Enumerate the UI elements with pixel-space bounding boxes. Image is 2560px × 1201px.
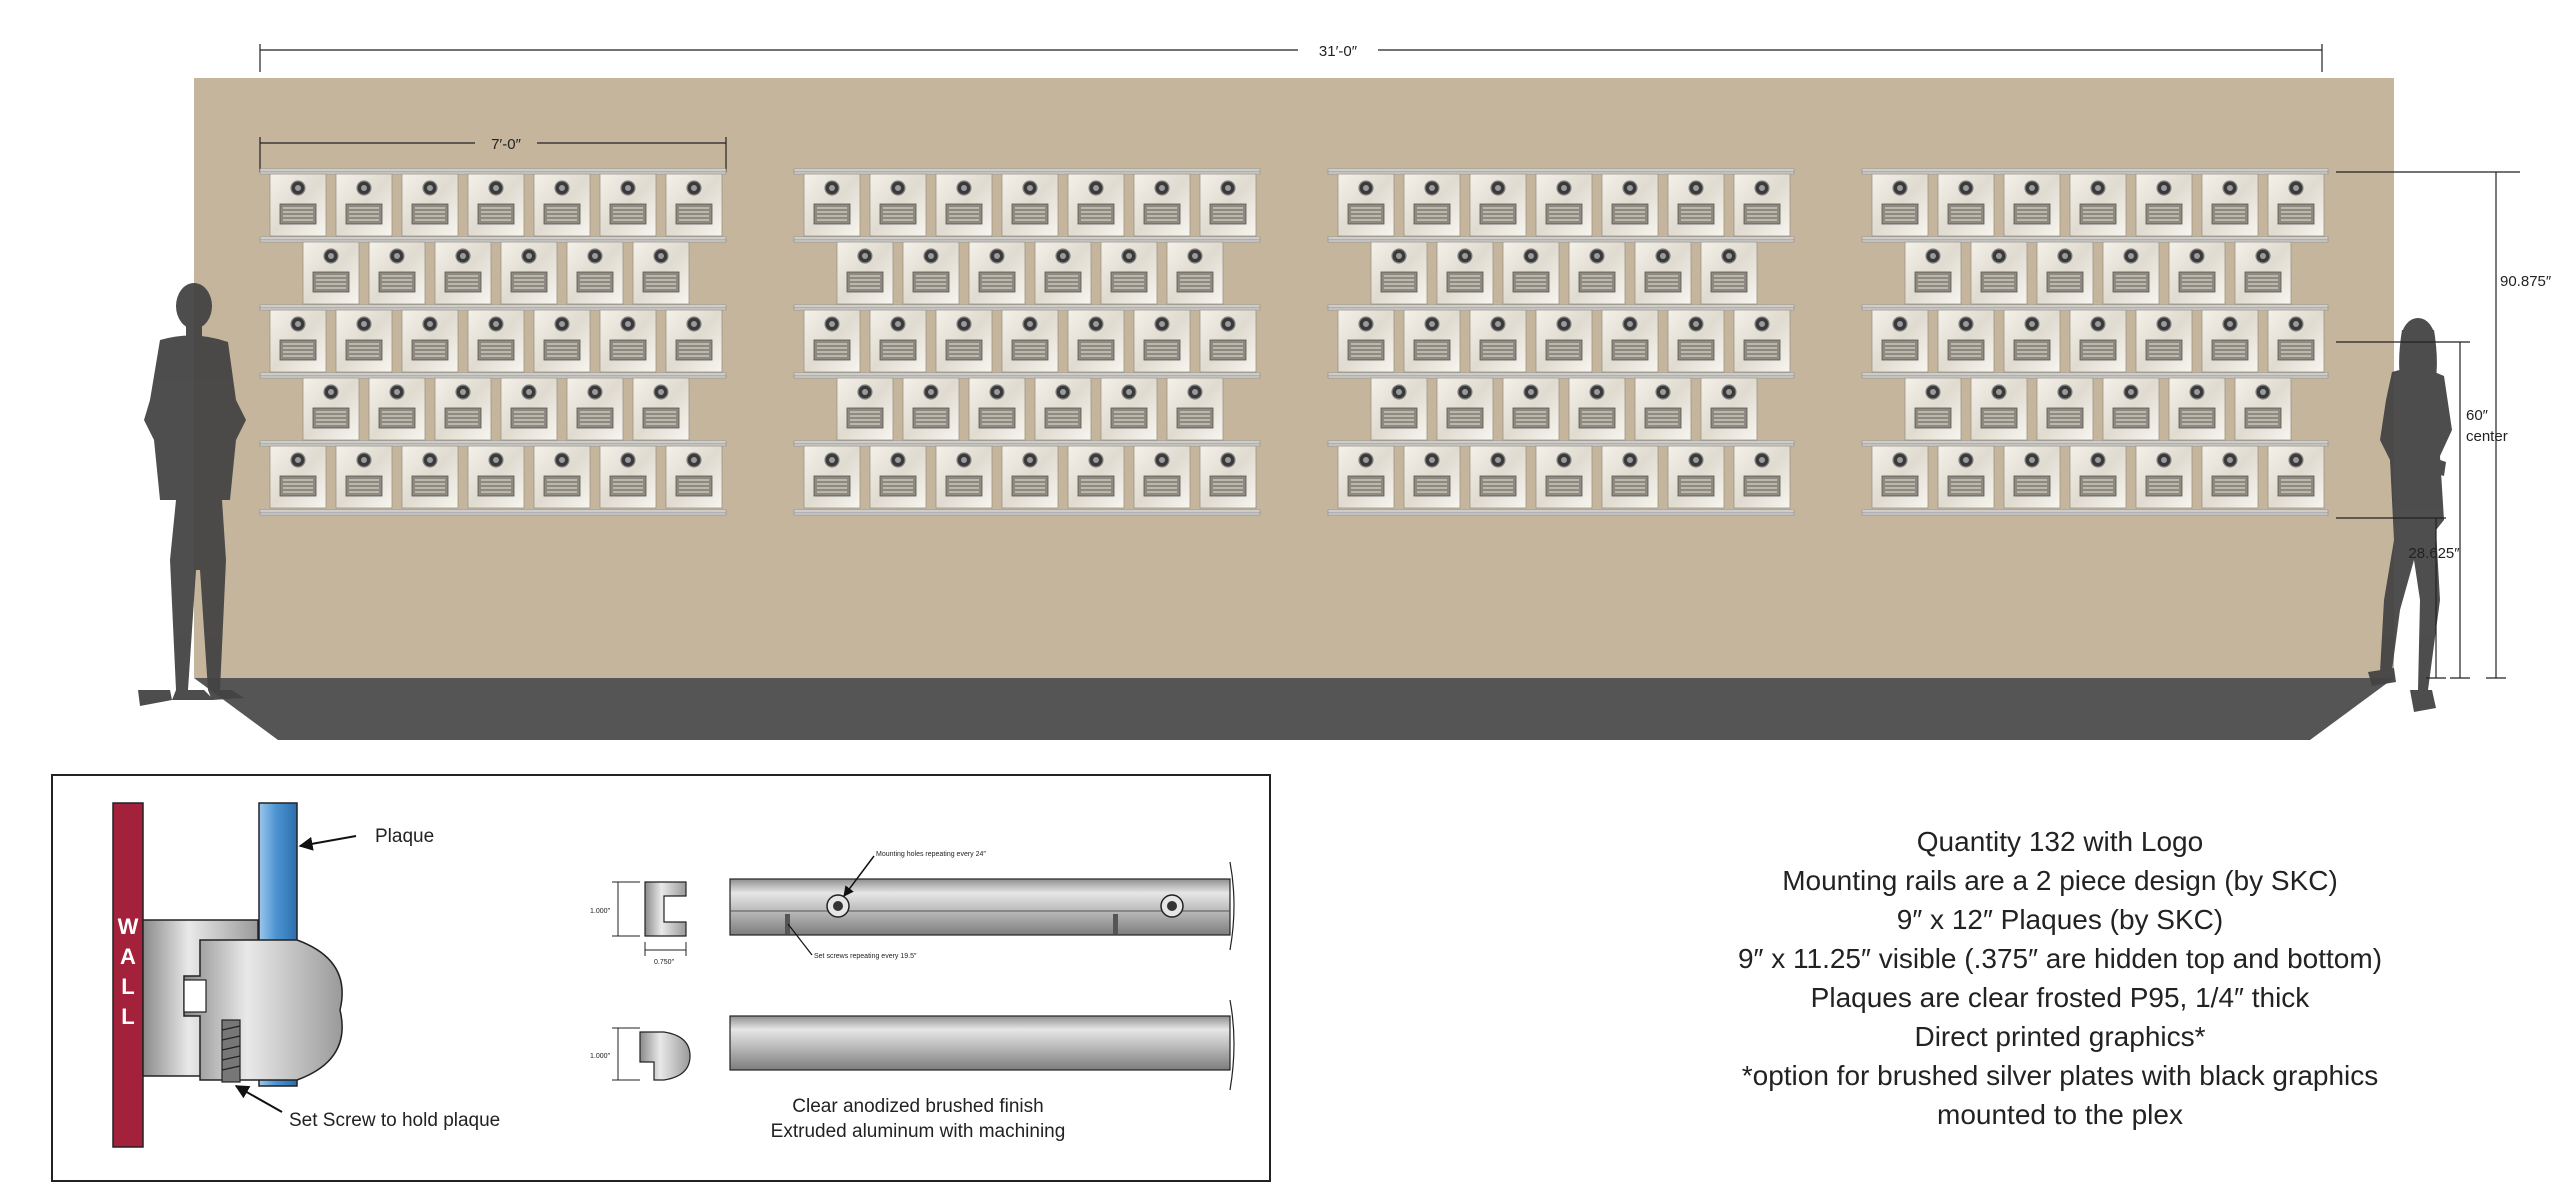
- plaque: [1536, 310, 1592, 372]
- plaque: [1404, 174, 1460, 236]
- plaque: [1668, 174, 1724, 236]
- plaque: [2169, 242, 2225, 304]
- plaque: [501, 242, 557, 304]
- plaque-label: Plaque: [375, 826, 435, 847]
- plaque: [804, 174, 860, 236]
- plaque: [270, 174, 326, 236]
- plaque: [435, 242, 491, 304]
- plaque: [1338, 446, 1394, 508]
- set-screw-label: Set Screw to hold plaque: [289, 1110, 501, 1131]
- mounting-rail: [260, 305, 726, 310]
- plaque: [1872, 174, 1928, 236]
- rail-section-drawing: [113, 803, 500, 1147]
- plaque: [1971, 378, 2027, 440]
- mounting-rail: [1862, 237, 2328, 242]
- plaque: [1602, 310, 1658, 372]
- plaque: [1905, 378, 1961, 440]
- plaque: [2037, 242, 2093, 304]
- mounting-rail: [794, 237, 1260, 242]
- plaque: [600, 174, 656, 236]
- plaque: [1371, 378, 1427, 440]
- plaque: [870, 310, 926, 372]
- plaque: [870, 174, 926, 236]
- center-label-line2: center: [2466, 428, 2508, 445]
- plaque: [1470, 310, 1526, 372]
- plaque: [2004, 446, 2060, 508]
- plaque: [600, 310, 656, 372]
- note-line: *option for brushed silver plates with black graphics: [1741, 1060, 2379, 1091]
- note-line: Mounting rails are a 2 piece design (by SKC): [1782, 865, 2338, 896]
- plaque: [1503, 378, 1559, 440]
- plaque: [1338, 174, 1394, 236]
- mounting-hole: [827, 895, 849, 917]
- plaque: [1971, 242, 2027, 304]
- plaque: [1068, 446, 1124, 508]
- plaque: [903, 378, 959, 440]
- rail-cap-section: [184, 940, 342, 1080]
- plaque: [336, 310, 392, 372]
- plaque: [1200, 446, 1256, 508]
- plaque: [936, 446, 992, 508]
- plaque: [2103, 378, 2159, 440]
- plaque: [804, 310, 860, 372]
- plaque: [1734, 310, 1790, 372]
- plaque: [2004, 310, 2060, 372]
- plaque: [2202, 446, 2258, 508]
- plaque: [1470, 446, 1526, 508]
- mounting-rail: [260, 441, 726, 446]
- plaque: [303, 242, 359, 304]
- plaque: [1938, 446, 1994, 508]
- plaque: [600, 446, 656, 508]
- plaque: [2004, 174, 2060, 236]
- note-line: 9″ x 11.25″ visible (.375″ are hidden top and bottom): [1737, 943, 2383, 974]
- mounting-rail: [1328, 237, 1794, 242]
- height-bottom-label: 28.625″: [2408, 545, 2460, 562]
- plaque: [2268, 174, 2324, 236]
- plaque: [2070, 310, 2126, 372]
- plaque: [1338, 310, 1394, 372]
- plaque: [903, 242, 959, 304]
- plaque: [1668, 310, 1724, 372]
- rail-depth-dim: 0.750″: [654, 959, 674, 966]
- mounting-rail: [260, 169, 726, 174]
- plaque: [804, 446, 860, 508]
- plaque: [1002, 174, 1058, 236]
- mounting-rail: [1862, 373, 2328, 378]
- plaque: [2202, 310, 2258, 372]
- note-line: mounted to the plex: [1937, 1099, 2183, 1130]
- wall-letter-a: A: [120, 944, 136, 969]
- plaque: [1101, 378, 1157, 440]
- plaque: [2235, 378, 2291, 440]
- mounting-rail: [794, 441, 1260, 446]
- rail-cap-profile: [640, 1032, 690, 1080]
- cap-height-dim: 1.000″: [590, 1053, 610, 1060]
- mounting-rail: [1862, 510, 2328, 515]
- plaque: [837, 242, 893, 304]
- note-line: Direct printed graphics*: [1914, 1021, 2206, 1052]
- plaque: [1503, 242, 1559, 304]
- mounting-rail: [260, 373, 726, 378]
- plaque: [468, 174, 524, 236]
- plaque: [270, 446, 326, 508]
- finish-line-2: Extruded aluminum with machining: [770, 1121, 1066, 1142]
- overall-width-dimension: [260, 44, 2322, 72]
- plaque: [1437, 378, 1493, 440]
- note-line: Plaques are clear frosted P95, 1/4″ thick: [1810, 982, 2310, 1013]
- plaque: [1101, 242, 1157, 304]
- mounting-rail: [260, 510, 726, 515]
- plaque: [1905, 242, 1961, 304]
- plaque: [1404, 310, 1460, 372]
- plaque: [1371, 242, 1427, 304]
- plaque: [936, 174, 992, 236]
- plaque: [402, 446, 458, 508]
- mounting-rail: [794, 169, 1260, 174]
- plaque: [534, 446, 590, 508]
- rail-cap-elevation: [730, 1016, 1230, 1070]
- plaque: [936, 310, 992, 372]
- plaque: [1035, 242, 1091, 304]
- note-line: Quantity 132 with Logo: [1916, 826, 2204, 857]
- floor: [194, 678, 2394, 740]
- plaque: [1569, 378, 1625, 440]
- plaque-arrow: [300, 836, 356, 846]
- plaque: [1437, 242, 1493, 304]
- mounting-holes-note: Mounting holes repeating every 24″: [876, 851, 986, 858]
- rail-base-elevation: [730, 879, 1230, 935]
- finish-line-1: Clear anodized brushed finish: [792, 1096, 1044, 1117]
- plaque: [666, 174, 722, 236]
- mounting-rail: [260, 237, 726, 242]
- plaque: [567, 242, 623, 304]
- plaque: [666, 446, 722, 508]
- overall-width-label: 31′-0″: [1318, 43, 1358, 60]
- plaque: [1938, 174, 1994, 236]
- plaque: [1167, 378, 1223, 440]
- plaque: [1470, 174, 1526, 236]
- plaque: [1134, 446, 1190, 508]
- mounting-rail: [1328, 510, 1794, 515]
- mounting-rail: [1862, 169, 2328, 174]
- wall-letter-l2: L: [121, 1004, 135, 1029]
- group-width-label: 7′-0″: [491, 136, 521, 153]
- plaque: [1602, 446, 1658, 508]
- plaque: [534, 174, 590, 236]
- mounting-rail: [1328, 373, 1794, 378]
- set-screws-note: Set screws repeating every 19.5″: [814, 953, 917, 960]
- plaque: [1536, 174, 1592, 236]
- plaque: [633, 242, 689, 304]
- plaque: [1068, 310, 1124, 372]
- plaque: [666, 310, 722, 372]
- plaque: [468, 446, 524, 508]
- mounting-rail: [794, 373, 1260, 378]
- plaque: [501, 378, 557, 440]
- plaque: [1167, 242, 1223, 304]
- plaque: [1701, 242, 1757, 304]
- plaque: [1134, 174, 1190, 236]
- plaque: [969, 242, 1025, 304]
- mounting-rail: [1862, 441, 2328, 446]
- plaque: [567, 378, 623, 440]
- plaque: [1602, 174, 1658, 236]
- note-line: 9″ x 12″ Plaques (by SKC): [1896, 904, 2224, 935]
- plaque: [1035, 378, 1091, 440]
- plaque: [336, 446, 392, 508]
- plaque: [1002, 446, 1058, 508]
- plaque: [435, 378, 491, 440]
- height-top-label: 90.875″: [2500, 273, 2552, 290]
- plaque: [2103, 242, 2159, 304]
- set-screw-arrow: [236, 1086, 282, 1112]
- plaque: [1668, 446, 1724, 508]
- plaque: [1200, 174, 1256, 236]
- rail-base-profile: [645, 882, 686, 936]
- plaque: [336, 174, 392, 236]
- plaque: [969, 378, 1025, 440]
- plaque: [2070, 174, 2126, 236]
- plaque: [1536, 446, 1592, 508]
- plaque: [633, 378, 689, 440]
- plaque: [270, 310, 326, 372]
- rail-height-dim: 1.000″: [590, 908, 610, 915]
- plaque: [534, 310, 590, 372]
- plaque: [1200, 310, 1256, 372]
- mounting-rail: [794, 305, 1260, 310]
- plaque: [1872, 310, 1928, 372]
- plaque: [870, 446, 926, 508]
- mounting-rail: [1862, 305, 2328, 310]
- plaque: [369, 378, 425, 440]
- plaque: [1701, 378, 1757, 440]
- mounting-rail: [794, 510, 1260, 515]
- plaque: [1068, 174, 1124, 236]
- plaque: [2037, 378, 2093, 440]
- plaque: [2136, 446, 2192, 508]
- plaque: [1002, 310, 1058, 372]
- plaque: [2169, 378, 2225, 440]
- plaque: [2268, 446, 2324, 508]
- rail-profiles: [590, 851, 1234, 1142]
- mounting-rail: [1328, 169, 1794, 174]
- plaque: [1938, 310, 1994, 372]
- mounting-rail: [1328, 305, 1794, 310]
- wall-letter-w: W: [117, 914, 139, 939]
- plaque: [837, 378, 893, 440]
- plaque: [468, 310, 524, 372]
- plaque: [369, 242, 425, 304]
- plaque: [402, 174, 458, 236]
- plaque: [1134, 310, 1190, 372]
- plaque: [1872, 446, 1928, 508]
- set-screw: [222, 1020, 240, 1082]
- plaque: [1734, 174, 1790, 236]
- plaque: [2235, 242, 2291, 304]
- plaque: [402, 310, 458, 372]
- plaque: [1635, 242, 1691, 304]
- plaque: [2268, 310, 2324, 372]
- plaque: [2136, 174, 2192, 236]
- plaque: [1404, 446, 1460, 508]
- plaque: [1635, 378, 1691, 440]
- plaque: [1569, 242, 1625, 304]
- mounting-hole: [1161, 895, 1183, 917]
- center-label-line1: 60″: [2466, 407, 2488, 424]
- plaque: [1734, 446, 1790, 508]
- mounting-rail: [1328, 441, 1794, 446]
- wall-letter-l1: L: [121, 974, 135, 999]
- plaque: [2070, 446, 2126, 508]
- plaque: [303, 378, 359, 440]
- plaque: [2202, 174, 2258, 236]
- plaque: [2136, 310, 2192, 372]
- specification-notes: [1660, 822, 2460, 1134]
